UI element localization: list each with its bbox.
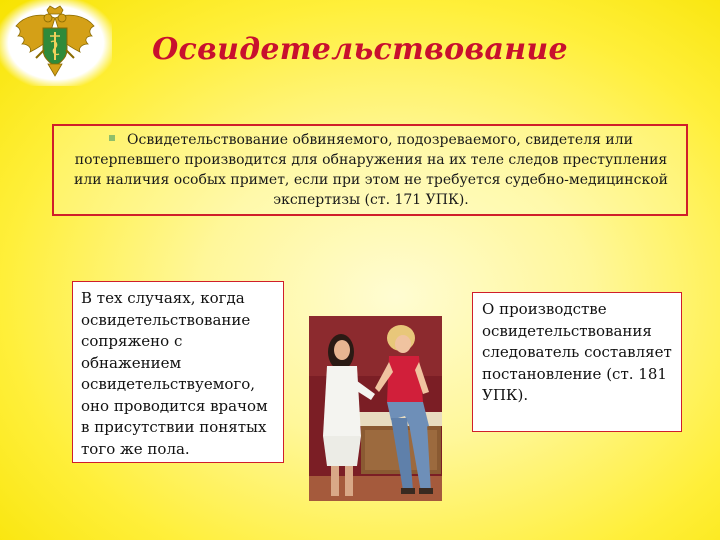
right-note-text: О производстве освидетельствования следователь составляет постановление (ст. 181 УПК). — [482, 300, 672, 404]
photo-illustration — [309, 316, 442, 501]
page-title: Освидетельствование — [152, 32, 568, 67]
exam-photo — [309, 316, 442, 501]
left-note-text: В тех случаях, когда освидетельствование сопряжено с обнажением освидетельствуемого, оно проводится врачом в присутствии понятых того же пола. — [81, 289, 268, 458]
eagle-emblem-icon — [10, 4, 100, 82]
emblem-area — [0, 0, 112, 86]
right-note-box — [472, 292, 682, 432]
left-note-box — [72, 281, 284, 463]
main-text-container — [60, 130, 682, 210]
square-bullet-icon — [109, 135, 115, 141]
main-text-box — [52, 124, 688, 216]
main-paragraph: Освидетельствование обвиняемого, подозреваемого, свидетеля или потерпевшего производится для обнаружения на их теле следов преступления или наличия особых примет, если при этом не требуется судебно-медицинской экспертизы (ст. 171 УПК). — [74, 132, 668, 208]
